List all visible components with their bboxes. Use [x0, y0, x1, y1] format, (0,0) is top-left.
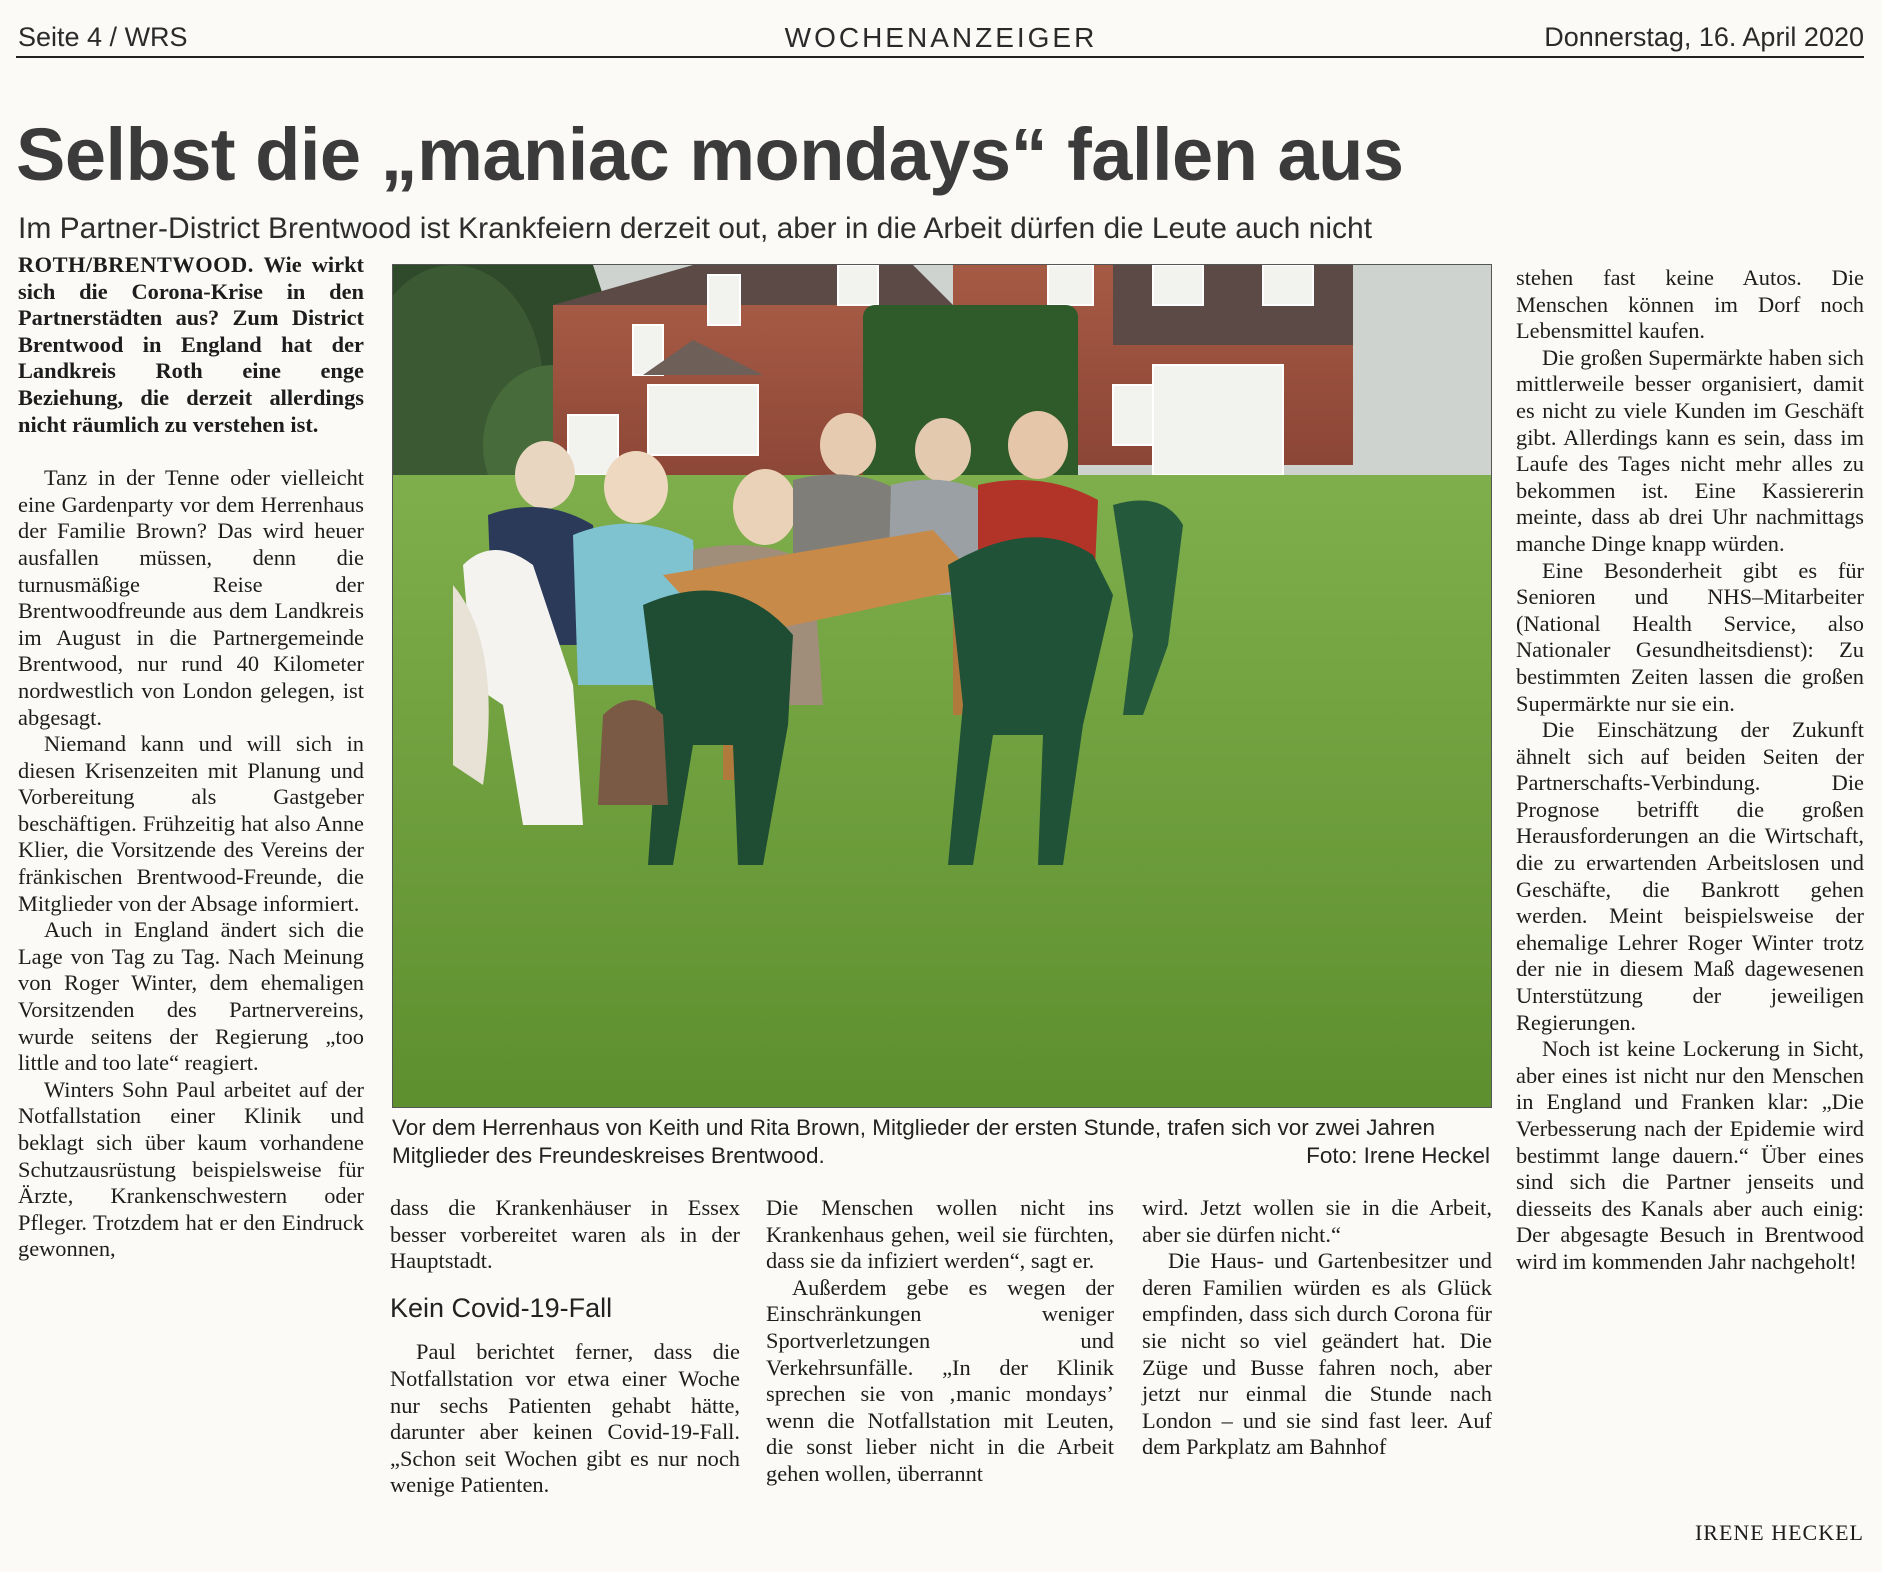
- paragraph: Eine Besonderheit gibt es für Senioren und NHS–Mitarbeiter (National Health Service, also Nationaler Gesundheitsdienst): Zu bestimmten Zeiten lassen die großen Supermärkte nur sie ein.: [1516, 557, 1864, 716]
- paragraph: dass die Krankenhäuser in Essex besser vorbereitet waren als in der Hauptstadt.: [390, 1195, 740, 1274]
- article-column-4: [1142, 1195, 1492, 1461]
- dateline: ROTH/BRENTWOOD.: [18, 252, 254, 277]
- paragraph: Die Haus- und Gartenbesitzer und deren Familien würden es als Glück empfinden, dass sich durch Corona für sie nicht so viel geändert hat. Die Züge und Busse fahren noch, aber jetzt nur einmal die Stunde nach London – und sie sind fast leer. Auf dem Parkplatz am Bahnhof: [1142, 1248, 1492, 1460]
- paragraph: Niemand kann und will sich in diesen Krisenzeiten mit Planung und Vorbereitung als Gastgeber beschäftigen. Frühzeitig hat also Anne Klier, die Vorsitzende des Vereins der fränkischen Brentwood-Freunde, die Mitglieder von der Absage informiert.: [18, 731, 364, 916]
- paragraph: Noch ist keine Lockerung in Sicht, aber eines ist nicht nur den Menschen in England und Franken klar: „Die Verbesserung nach der Epidemie wird bestimmt lange dauern.“ Über eines sind sich die Partner jenseits und diesseits des Kanals aber auch einig: Der abgesagte Besuch in Brentwood wird im kommenden Jahr nachgeholt!: [1516, 1036, 1864, 1274]
- article-author: IRENE HECKEL: [1694, 1520, 1864, 1545]
- article-column-3: [766, 1195, 1114, 1488]
- page-number: Seite 4 / WRS: [18, 22, 188, 52]
- paragraph: Die Einschätzung der Zukunft ähnelt sich auf beiden Seiten der Partnerschafts-Verbindung. Die Prognose betrifft die großen Herausforderungen an die Wirtschaft, die zu erwartenden Arbeitslosen und Geschäfte, die Bankrott gehen werden. Meint beispielsweise der ehemalige Lehrer Roger Winter trotz der nie in diesem Maß dagewesenen Unterstützung der jeweiligen Regierungen.: [1516, 717, 1864, 1035]
- photo-caption: [392, 1114, 1490, 1170]
- caption-text: Vor dem Herrenhaus von Keith und Rita Brown, Mitglieder der ersten Stunde, trafen sich vor zwei Jahren Mitglieder des Freundeskreises Brentwood.: [392, 1115, 1436, 1168]
- paragraph: Auch in England ändert sich die Lage von Tag zu Tag. Nach Meinung von Roger Winter, dem ehemaligen Vorsitzenden des Partnervereins, wurde seitens der Regierung „too little and too late“ reagiert.: [18, 917, 364, 1076]
- article-lead: [18, 252, 364, 438]
- paragraph: wird. Jetzt wollen sie in die Arbeit, aber sie dürfen nicht.“: [1142, 1195, 1492, 1247]
- issue-date: Donnerstag, 16. April 2020: [1544, 22, 1864, 52]
- article-column-5: [1516, 265, 1864, 1276]
- article-column-2: [390, 1195, 740, 1499]
- article-subtitle: Im Partner-District Brentwood ist Krankfeiern derzeit out, aber in die Arbeit dürfen die Leute auch nicht: [18, 212, 1373, 245]
- garden-party-photo: [393, 265, 1491, 1107]
- article-photo: [392, 264, 1492, 1108]
- paragraph: Die großen Supermärkte haben sich mittlerweile besser organisiert, damit es nicht zu viele Kunden im Geschäft gibt. Allerdings kann es sein, dass im Laufe des Tages nicht mehr alles zu bekommen ist. Eine Kassiererin meinte, dass ab drei Uhr nachmittags manche Dinge knapp würden.: [1516, 344, 1864, 556]
- article-subhead: Kein Covid-19-Fall: [390, 1292, 613, 1323]
- article-column-1: [18, 252, 364, 1263]
- newspaper-name: WOCHENANZEIGER: [784, 22, 1098, 53]
- paragraph: Tanz in der Tenne oder vielleicht eine Gardenparty vor dem Herrenhaus der Familie Brown? Das wird heuer ausfallen müssen, denn die turnusmäßige Reise der Brentwoodfreunde aus dem Landkreis im August in die Partnergemeinde Brentwood, nur rund 40 Kilometer nordwestlich von London gelegen, ist abgesagt.: [18, 465, 364, 730]
- paragraph: Außerdem gebe es wegen der Einschränkungen weniger Sportverletzungen und Verkehrsunfälle. „In der Klinik sprechen sie von ‚manic mondays’ wenn die Notfallstation mit Leuten, die sonst lieber nicht in die Arbeit gehen wollen, überrannt: [766, 1274, 1114, 1486]
- photo-credit: Foto: Irene Heckel: [1306, 1143, 1490, 1168]
- paragraph: Paul berichtet ferner, dass die Notfallstation vor etwa einer Woche nur sechs Patienten gehabt hätte, darunter aber keinen Covid-19-Fall. „Schon seit Wochen gibt es nur noch wenige Patienten.: [390, 1339, 740, 1498]
- paragraph: Winters Sohn Paul arbeitet auf der Notfallstation einer Klinik und beklagt sich über kaum vorhandene Schutzausrüstung beispielsweise für Ärzte, Krankenschwestern oder Pfleger. Trotzdem hat er den Eindruck gewonnen,: [18, 1076, 364, 1262]
- lead-text: Wie wirkt sich die Corona-Krise in den Partnerstädten aus? Zum District Brentwood in England hat der Landkreis Roth eine enge Beziehung, die derzeit allerdings nicht räumlich zu verstehen ist.: [18, 252, 364, 437]
- paragraph: stehen fast keine Autos. Die Menschen können im Dorf noch Lebensmittel kaufen.: [1516, 265, 1864, 344]
- header-rule: [16, 56, 1864, 58]
- article-title: Selbst die „maniac mondays“ fallen aus: [16, 113, 1404, 196]
- paragraph: Die Menschen wollen nicht ins Krankenhaus gehen, weil sie fürchten, dass sie da infiziert werden“, sagt er.: [766, 1195, 1114, 1274]
